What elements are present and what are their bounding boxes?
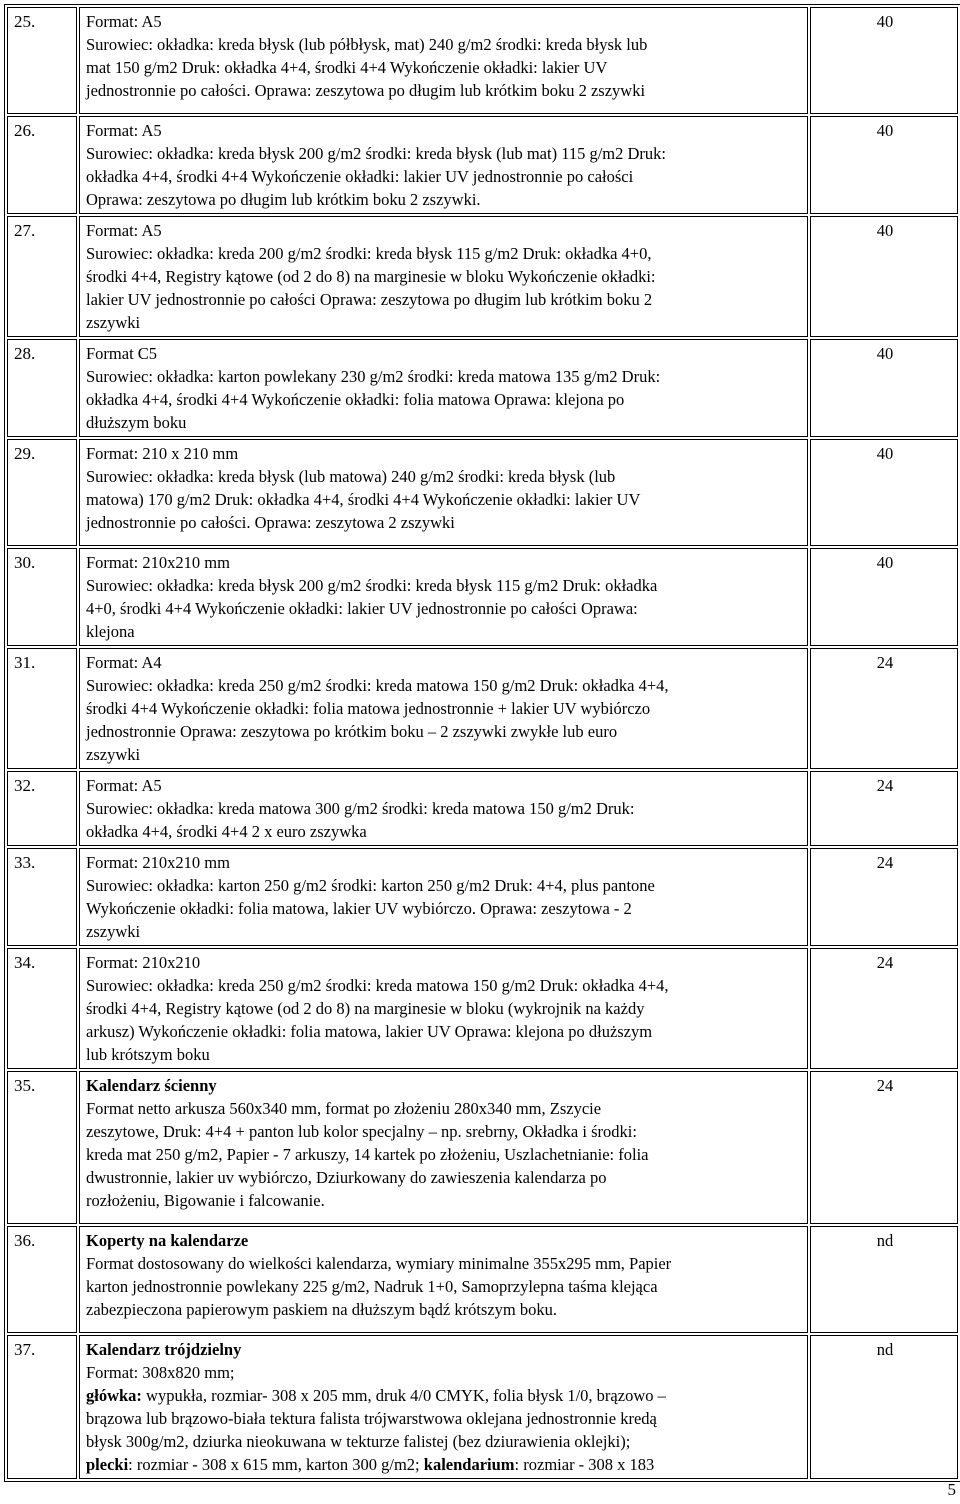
item-number: 27. (7, 216, 77, 337)
description-line: brązowa lub brązowo-biała tektura falista trójwarstwowa oklejana jednostronnie kredą (86, 1409, 657, 1428)
item-title: Format: A5 (86, 776, 162, 795)
description-line: Format: 308x820 mm; (86, 1363, 235, 1382)
item-description (79, 216, 808, 337)
description-line: matowa) 170 g/m2 Druk: okładka 4+4, środki 4+4 Wykończenie okładki: lakier UV (86, 490, 641, 509)
description-line (86, 1384, 803, 1407)
description-line: jednostronnie po całości. Oprawa: zeszytowa po długim lub krótkim boku 2 zszywki (86, 81, 646, 100)
description-line: dłuższym boku (86, 413, 187, 432)
description-line: dwustronnie, lakier uv wybiórczo, Dziurkowany do zawieszenia kalendarza po (86, 1168, 607, 1187)
table-row (7, 771, 958, 846)
description-text: główka: (86, 1386, 142, 1405)
item-description (79, 7, 808, 114)
item-quantity: nd (810, 1226, 958, 1333)
item-number: 34. (7, 948, 77, 1069)
item-number: 33. (7, 848, 77, 946)
table-row (7, 1226, 958, 1333)
item-description (79, 548, 808, 646)
table-row (7, 116, 958, 214)
item-title: Format C5 (86, 344, 158, 363)
item-number: 26. (7, 116, 77, 214)
item-quantity: nd (810, 1335, 958, 1479)
description-text: : rozmiar - 308 x 615 mm, karton 300 g/m2; (128, 1455, 424, 1474)
item-number: 36. (7, 1226, 77, 1333)
page-number: 5 (947, 1480, 956, 1499)
item-title: Format: 210x210 mm (86, 553, 230, 572)
item-quantity: 24 (810, 648, 958, 769)
item-description (79, 848, 808, 946)
description-line: środki 4+4, Registry kątowe (od 2 do 8) na marginesie w bloku (wykrojnik na każdy (86, 999, 645, 1018)
description-line: zszywki (86, 313, 141, 332)
description-line: okładka 4+4, środki 4+4 Wykończenie okładki: folia matowa Oprawa: klejona po (86, 390, 625, 409)
description-line: zszywki (86, 922, 141, 941)
description-line: środki 4+4, Registry kątowe (od 2 do 8) na marginesie w bloku Wykończenie okładki: (86, 267, 656, 286)
table-row (7, 339, 958, 437)
item-number: 37. (7, 1335, 77, 1479)
item-title: Format: A4 (86, 653, 162, 672)
description-line: okładka 4+4, środki 4+4 Wykończenie okładki: lakier UV jednostronnie po całości (86, 167, 634, 186)
specification-table (4, 4, 960, 1482)
description-line: Wykończenie okładki: folia matowa, lakier UV wybiórczo. Oprawa: zeszytowa - 2 (86, 899, 632, 918)
item-title: Koperty na kalendarze (86, 1231, 249, 1250)
description-line: lub krótszym boku (86, 1045, 210, 1064)
table-row (7, 1335, 958, 1479)
description-line: klejona (86, 622, 135, 641)
item-quantity: 40 (810, 7, 958, 114)
item-description (79, 339, 808, 437)
item-title: Format: 210x210 (86, 953, 201, 972)
description-line: środki 4+4 Wykończenie okładki: folia matowa jednostronnie + lakier UV wybiórczo (86, 699, 651, 718)
item-number: 28. (7, 339, 77, 437)
item-description (79, 648, 808, 769)
item-number: 25. (7, 7, 77, 114)
description-line: 4+0, środki 4+4 Wykończenie okładki: lakier UV jednostronnie po całości Oprawa: (86, 599, 638, 618)
item-title: Format: 210x210 mm (86, 853, 230, 872)
description-line: jednostronnie po całości. Oprawa: zeszytowa 2 zszywki (86, 513, 455, 532)
description-line (86, 1453, 803, 1476)
item-number: 32. (7, 771, 77, 846)
description-line: Surowiec: okładka: kreda błysk (lub matowa) 240 g/m2 środki: kreda błysk (lub (86, 467, 616, 486)
description-line: okładka 4+4, środki 4+4 2 x euro zszywka (86, 822, 367, 841)
description-line: Surowiec: okładka: kreda 250 g/m2 środki: kreda matowa 150 g/m2 Druk: okładka 4+4, (86, 976, 669, 995)
description-line: Surowiec: okładka: karton 250 g/m2 środki: karton 250 g/m2 Druk: 4+4, plus pantone (86, 876, 655, 895)
description-line: Format netto arkusza 560x340 mm, format po złożeniu 280x340 mm, Zszycie (86, 1099, 602, 1118)
description-line: mat 150 g/m2 Druk: okładka 4+4, środki 4+4 Wykończenie okładki: lakier UV (86, 58, 608, 77)
table-row (7, 548, 958, 646)
item-description (79, 1226, 808, 1333)
item-title: Kalendarz ścienny (86, 1076, 217, 1095)
item-description (79, 771, 808, 846)
table-row (7, 7, 958, 114)
item-description (79, 116, 808, 214)
item-title: Kalendarz trójdzielny (86, 1340, 242, 1359)
item-description (79, 1071, 808, 1224)
table-row (7, 848, 958, 946)
description-line: Surowiec: okładka: kreda 250 g/m2 środki: kreda matowa 150 g/m2 Druk: okładka 4+4, (86, 676, 669, 695)
item-quantity: 40 (810, 439, 958, 546)
description-text: wypukła, rozmiar- 308 x 205 mm, druk 4/0 CMYK, folia błysk 1/0, brązowo – (141, 1386, 666, 1405)
description-line: arkusz) Wykończenie okładki: folia matowa, lakier UV Oprawa: klejona po dłuższym (86, 1022, 653, 1041)
item-description (79, 1335, 808, 1479)
item-quantity: 24 (810, 848, 958, 946)
description-text: : rozmiar - 308 x 183 (514, 1455, 655, 1474)
item-number: 31. (7, 648, 77, 769)
description-line: zabezpieczona papierowym paskiem na dłuższym bądź krótszym boku. (86, 1300, 557, 1319)
description-line: jednostronnie Oprawa: zeszytowa po krótkim boku – 2 zszywki zwykłe lub euro (86, 722, 618, 741)
table-row (7, 439, 958, 546)
item-quantity: 40 (810, 339, 958, 437)
item-title: Format: A5 (86, 221, 162, 240)
item-number: 30. (7, 548, 77, 646)
description-line: Oprawa: zeszytowa po długim lub krótkim boku 2 zszywki. (86, 190, 481, 209)
item-number: 29. (7, 439, 77, 546)
item-quantity: 40 (810, 548, 958, 646)
table-row (7, 648, 958, 769)
item-quantity: 40 (810, 116, 958, 214)
description-line: błysk 300g/m2, dziurka nieokuwana w tekturze falistej (bez dziurawienia oklejki); (86, 1432, 631, 1451)
table-row (7, 216, 958, 337)
description-text: kalendarium (423, 1455, 515, 1474)
description-line: karton jednostronnie powlekany 225 g/m2, Nadruk 1+0, Samoprzylepna taśma klejąca (86, 1277, 658, 1296)
item-quantity: 40 (810, 216, 958, 337)
item-quantity: 24 (810, 771, 958, 846)
description-line: Format dostosowany do wielkości kalendarza, wymiary minimalne 355x295 mm, Papier (86, 1254, 672, 1273)
table-body (7, 7, 958, 1479)
description-line: Surowiec: okładka: kreda błysk 200 g/m2 środki: kreda błysk (lub mat) 115 g/m2 Druk: (86, 144, 667, 163)
description-line: Surowiec: okładka: kreda błysk (lub półbłysk, mat) 240 g/m2 środki: kreda błysk lub (86, 35, 648, 54)
description-line: Surowiec: okładka: kreda 200 g/m2 środki: kreda błysk 115 g/m2 Druk: okładka 4+0, (86, 244, 652, 263)
description-line: rozłożeniu, Bigowanie i falcowanie. (86, 1191, 325, 1210)
description-line: zeszytowe, Druk: 4+4 + panton lub kolor specjalny – np. srebrny, Okładka i środki: (86, 1122, 637, 1141)
description-line: Surowiec: okładka: kreda matowa 300 g/m2 środki: kreda matowa 150 g/m2 Druk: (86, 799, 635, 818)
item-quantity: 24 (810, 1071, 958, 1224)
item-title: Format: A5 (86, 121, 162, 140)
item-description (79, 948, 808, 1069)
item-title: Format: 210 x 210 mm (86, 444, 239, 463)
item-title: Format: A5 (86, 12, 162, 31)
description-line: zszywki (86, 745, 141, 764)
description-line: Surowiec: okładka: karton powlekany 230 g/m2 środki: kreda matowa 135 g/m2 Druk: (86, 367, 661, 386)
description-line: kreda mat 250 g/m2, Papier - 7 arkuszy, 14 kartek po złożeniu, Uszlachetnianie: folia (86, 1145, 649, 1164)
item-number: 35. (7, 1071, 77, 1224)
item-description (79, 439, 808, 546)
description-line: Surowiec: okładka: kreda błysk 200 g/m2 środki: kreda błysk 115 g/m2 Druk: okładka (86, 576, 658, 595)
item-quantity: 24 (810, 948, 958, 1069)
table-row (7, 948, 958, 1069)
description-line: lakier UV jednostronnie po całości Oprawa: zeszytowa po długim lub krótkim boku 2 (86, 290, 653, 309)
description-text: plecki (86, 1455, 129, 1474)
table-row (7, 1071, 958, 1224)
